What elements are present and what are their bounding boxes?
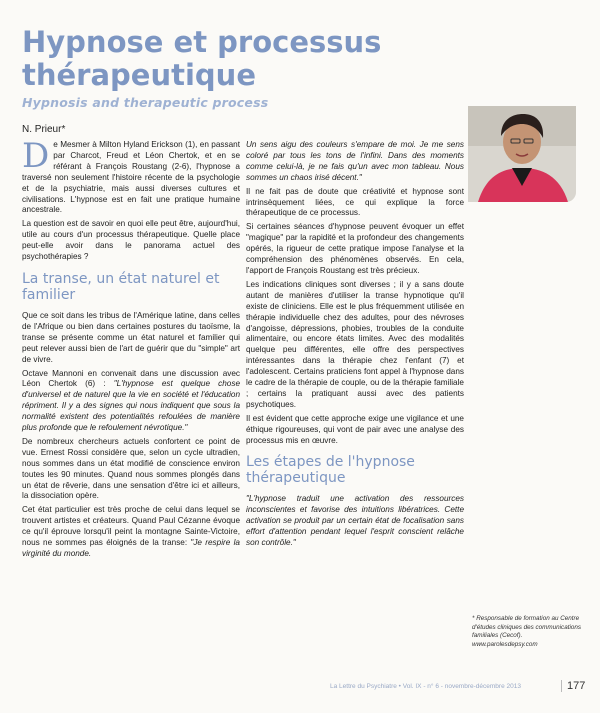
author-name: N. Prieur* (22, 124, 66, 135)
paragraph: Si certaines séances d'hypnose peuvent évoquer un effet "magique" par la rapidité et la profondeur des changements opérés, la rigueur de cette pratique impose l'analyse et la compréhension des phénomènes observés. En cela, l'apport de François Roustang est très précieux. (246, 222, 464, 275)
paragraph: Il est évident que cette approche exige une vigilance et une éthique rigoureuses, qui vont de pair avec une analyse des processus mis en œuvre. (246, 413, 464, 445)
drop-cap: D (22, 136, 50, 176)
paragraph: La question est de savoir en quoi elle peut être, aujourd'hui, utile au cours d'un processus thérapeutique. Quelle place peut-elle avoir dans le panorama actuel des psychothérapies ? (22, 219, 240, 262)
section-heading: Les étapes de l'hypnose thérapeutique (246, 454, 415, 487)
paragraph: Les indications cliniques sont diverses ; il y a sans doute autant de manières d'utiliser la transe hypnotique qu'il existe de cliniciens. Elle est le plus fréquemment utilisée en thérapie individuelle chez des adultes, pour des névroses d'angoisse, dépressions, phobies, troubles de la conduite alimentaire, ou encore états limites. Avec des modalités quelque peu différentes, elle offre des perspectives intéressantes dans la thérapie chez l'enfant (7) et l'adolescent. Certains praticiens font appel à l'hypnose dans le cadre de la thérapie de couple, ou de la thérapie familiale ; certains la pratiquant aussi avec des patients psychotiques. (246, 279, 464, 409)
quote: "L'hypnose est quelque chose d'universel et de naturel que la vie en société et l'éducation répriment. Il y a des signes qui nous indiquent que sous la normalité existent des potentialités refoulées de manière plus profonde que le refoulement névrotique." (22, 379, 240, 433)
author-portrait-image (468, 106, 576, 202)
paragraph: De nombreux chercheurs actuels confortent ce point de vue. Ernest Rossi considère que, selon un cycle ultradien, nous sommes dans un état modifié de conscience environ toutes les 90 minutes. Quand nous sommes plongés dans un état de rêverie, dans une sensation d'être ici et ailleurs, la dissociation opère. (22, 436, 240, 501)
paragraph: Cet état particulier est très proche de celui dans lequel se trouvent artistes et créateurs. Quand Paul Cézanne évoque ce qu'il éprouve lorsqu'il peint la montagne Sainte-Victoire, nous ne sommes pas éloignés de la transe: "Je respire la virginité du monde. (22, 505, 240, 558)
paragraph: Il ne fait pas de doute que créativité et hypnose sont intrinsèquement liées, ce qui explique la force thérapeutique de ce processus. (246, 186, 464, 218)
paragraph: Octave Mannoni en convenait dans une discussion avec Léon Chertok (6) : "L'hypnose est quelque chose d'universel et de naturel que la vie en société et l'éducation répriment. Il y a des signes qui nous indiquent que sous la normalité existent des potentialités refoulées de manière plus profonde que le refoulement névrotique." (22, 368, 240, 433)
left-column (22, 136, 240, 563)
quote: "L'hypnose traduit une activation des ressources inconscientes et favorise des intuitions libératrices. Cette activation se produit par un certain état de focalisation sans effort d'attention pendant lequel l'esprit conscient relâche son contrôle." (246, 494, 464, 548)
author-footnote: * Responsable de formation au Centre d'études cliniques des communications familiales (Cecof). www.parolesdepsy.com (472, 615, 582, 648)
journal-footer: La Lettre du Psychiatre • Vol. IX - n° 6 - novembre-décembre 2013 (330, 683, 521, 690)
quote: "Je respire la virginité du monde. (22, 538, 240, 558)
article-title: Hypnose et processus thérapeutique (22, 25, 382, 92)
author-photo (468, 106, 576, 202)
right-column (246, 140, 464, 552)
paragraph: Que ce soit dans les tribus de l'Amérique latine, dans celles de l'Afrique ou bien dans certaines postures du taoïsme, la transe se présente comme un état naturel et familier qui peut relever aussi bien de l'art de guérir que du "simple" art de vivre. (22, 310, 240, 364)
quote: Un sens aigu des couleurs s'empare de moi. Je me sens coloré par tous les tons de l'infini. Dans des moments comme celui-là, je ne fais qu'un avec mon tableau. Nous sommes un chaos irisé décent." (246, 140, 464, 182)
article-subtitle: Hypnosis and therapeutic process (22, 95, 269, 110)
page-number: 177 (561, 680, 585, 692)
section-heading: La transe, un état naturel et familier (22, 270, 220, 303)
intro-paragraph: De Mesmer à Milton Hyland Erickson (1), en passant par Charcot, Freud et Léon Chertok, et en se référant à François Roustang (2-6), l'hypnose a traversé non seulement l'histoire récente de la psychologie et de la psychiatrie, mais aussi diverses cultures et civilisations. L'hypnose est en fait une pratique humaine ancestrale. (22, 136, 240, 215)
